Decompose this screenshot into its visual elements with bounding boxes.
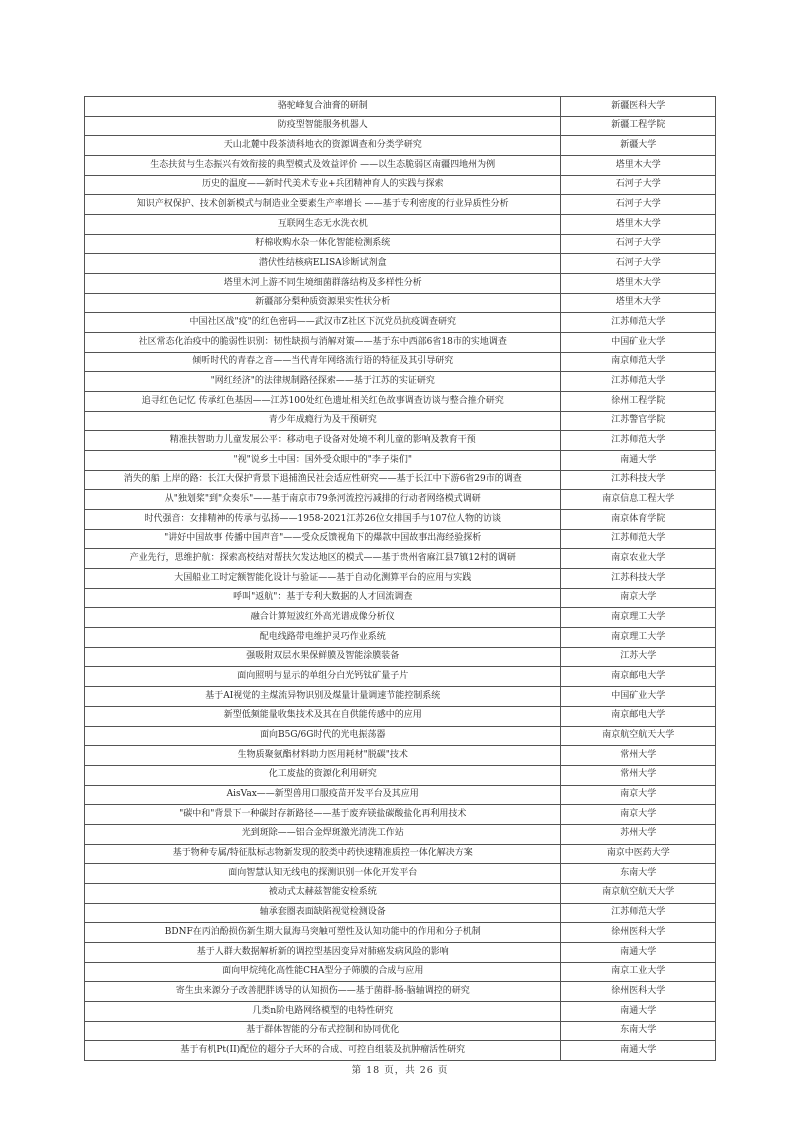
project-title: 塔里木河上游不同生境细菌群落结构及多样性分析 <box>85 274 561 294</box>
project-title: 面向B5G/6G时代的光电振荡器 <box>85 726 561 746</box>
project-title: 生态扶贫与生态振兴有效衔接的典型模式及效益评价 ——以生态脆弱区南疆四地州为例 <box>85 156 561 176</box>
university-name: 塔里木大学 <box>561 215 716 235</box>
project-title: 消失的船 上岸的路：长江大保护背景下退捕渔民社会适应性研究——基于长江中下游6省29市的调查 <box>85 470 561 490</box>
project-title: 社区常态化治疫中的脆弱性识别：韧性缺损与消解对策——基于东中西部6省18市的实地调查 <box>85 333 561 353</box>
table-row <box>85 215 716 235</box>
table-row <box>85 706 716 726</box>
project-title: "讲好中国故事 传播中国声音"——受众反馈视角下的爆款中国故事出海经验探析 <box>85 529 561 549</box>
project-title: 从"独划桨"到"众奏乐"——基于南京市79条河流控污减排的行动者网络模式调研 <box>85 490 561 510</box>
project-title: 追寻红色记忆 传承红色基因——江苏100处红色遗址相关红色故事调查访谈与整合推介研究 <box>85 392 561 412</box>
table-row <box>85 765 716 785</box>
project-table <box>84 96 716 1061</box>
table-row <box>85 824 716 844</box>
table-row <box>85 352 716 372</box>
university-name: 南京理工大学 <box>561 608 716 628</box>
project-title: BDNF在丙泊酚损伤新生期大鼠海马突触可塑性及认知功能中的作用和分子机制 <box>85 923 561 943</box>
table-row <box>85 805 716 825</box>
university-name: 南京大学 <box>561 805 716 825</box>
project-title: 基于AI视觉的主煤流异物识别及煤量计量调速节能控制系统 <box>85 687 561 707</box>
table-row <box>85 470 716 490</box>
university-name: 南京理工大学 <box>561 628 716 648</box>
table-row <box>85 97 716 117</box>
university-name: 新疆大学 <box>561 136 716 156</box>
university-name: 新疆医科大学 <box>561 97 716 117</box>
project-title: 籽棉收购水杂一体化智能检测系统 <box>85 234 561 254</box>
project-title: 轴承套圈表面缺陷视觉检测设备 <box>85 903 561 923</box>
table-row <box>85 274 716 294</box>
table-row <box>85 411 716 431</box>
university-name: 南京航空航天大学 <box>561 726 716 746</box>
university-name: 南京航空航天大学 <box>561 883 716 903</box>
table-row <box>85 569 716 589</box>
project-title: 天山北麓中段茶渍科地衣的资源调查和分类学研究 <box>85 136 561 156</box>
table-row <box>85 1041 716 1061</box>
project-title: 骆驼峰复合油膏的研制 <box>85 97 561 117</box>
table-row <box>85 451 716 471</box>
university-name: 南京农业大学 <box>561 549 716 569</box>
project-title: 基于物种专属/特征肽标志物新发现的胶类中药快速精准质控一体化解决方案 <box>85 844 561 864</box>
university-name: 塔里木大学 <box>561 156 716 176</box>
university-name: 南通大学 <box>561 942 716 962</box>
table-row <box>85 687 716 707</box>
table-row <box>85 136 716 156</box>
page-footer <box>0 1062 800 1076</box>
project-title: 产业先行，思维护航：探索高校结对帮扶欠发达地区的模式——基于贵州省麻江县7镇12村的调研 <box>85 549 561 569</box>
table-row <box>85 490 716 510</box>
project-title: 精准扶智助力儿童发展公平：移动电子设备对处境不利儿童的影响及教育干预 <box>85 431 561 451</box>
table-row <box>85 844 716 864</box>
university-name: 南京工业大学 <box>561 962 716 982</box>
project-title: 强吸附双层水果保鲜膜及智能涂膜装备 <box>85 647 561 667</box>
university-name: 南京邮电大学 <box>561 667 716 687</box>
university-name: 新疆工程学院 <box>561 116 716 136</box>
table-row <box>85 392 716 412</box>
university-name: 江苏师范大学 <box>561 313 716 333</box>
university-name: 徐州医科大学 <box>561 982 716 1002</box>
table-row <box>85 313 716 333</box>
university-name: 石河子大学 <box>561 254 716 274</box>
project-title: 配电线路带电维护灵巧作业系统 <box>85 628 561 648</box>
project-title: 时代强音：女排精神的传承与弘扬——1958-2021江苏26位女排国手与107位人物的访谈 <box>85 510 561 530</box>
project-title: 面向甲烷纯化高性能CHA型分子筛膜的合成与应用 <box>85 962 561 982</box>
project-title: 新型低频能量收集技术及其在自供能传感中的应用 <box>85 706 561 726</box>
table-row <box>85 942 716 962</box>
table-row <box>85 175 716 195</box>
university-name: 石河子大学 <box>561 175 716 195</box>
university-name: 江苏警官学院 <box>561 411 716 431</box>
table-row <box>85 883 716 903</box>
table-row <box>85 333 716 353</box>
project-title: 青少年成瘾行为及干预研究 <box>85 411 561 431</box>
university-name: 南通大学 <box>561 451 716 471</box>
project-title: 互联网生态无水洗衣机 <box>85 215 561 235</box>
university-name: 南通大学 <box>561 1041 716 1061</box>
project-title: 融合计算短波红外高光谱成像分析仪 <box>85 608 561 628</box>
project-title: "视"说乡土中国：国外受众眼中的"李子柒们" <box>85 451 561 471</box>
project-title: 光到斑除——铝合金焊斑激光清洗工作站 <box>85 824 561 844</box>
project-title: 大国船业工时定额智能化设计与验证——基于自动化测算平台的应用与实践 <box>85 569 561 589</box>
project-table-body <box>85 97 716 1061</box>
table-row <box>85 726 716 746</box>
table-row <box>85 647 716 667</box>
university-name: 江苏科技大学 <box>561 470 716 490</box>
university-name: 江苏科技大学 <box>561 569 716 589</box>
university-name: 中国矿业大学 <box>561 333 716 353</box>
university-name: 南京中医药大学 <box>561 844 716 864</box>
project-title: 被动式太赫兹智能安检系统 <box>85 883 561 903</box>
table-row <box>85 746 716 766</box>
table-row <box>85 549 716 569</box>
project-title: 新疆部分梨种质资源果实性状分析 <box>85 293 561 313</box>
project-title: 历史的温度——新时代美术专业+兵团精神育人的实践与探索 <box>85 175 561 195</box>
project-title: 中国社区战"疫"的红色密码——武汉市Z社区下沉党员抗疫调查研究 <box>85 313 561 333</box>
university-name: 石河子大学 <box>561 234 716 254</box>
project-title: 寄生虫来源分子改善肥胖诱导的认知损伤——基于菌群-肠-脑轴调控的研究 <box>85 982 561 1002</box>
university-name: 南京大学 <box>561 588 716 608</box>
university-name: 徐州工程学院 <box>561 392 716 412</box>
project-title: 几类n阶电路网络模型的电特性研究 <box>85 1001 561 1021</box>
project-title: 基于人群大数据解析新的调控型基因变异对肺癌发病风险的影响 <box>85 942 561 962</box>
table-row <box>85 254 716 274</box>
table-row <box>85 234 716 254</box>
table-row <box>85 923 716 943</box>
table-row <box>85 667 716 687</box>
university-name: 江苏师范大学 <box>561 903 716 923</box>
table-row <box>85 195 716 215</box>
project-title: 呼叫"返航"：基于专利大数据的人才回流调查 <box>85 588 561 608</box>
project-title: AisVax——新型兽用口服疫苗开发平台及其应用 <box>85 785 561 805</box>
table-row <box>85 785 716 805</box>
university-name: 塔里木大学 <box>561 274 716 294</box>
university-name: 石河子大学 <box>561 195 716 215</box>
table-row <box>85 962 716 982</box>
page-number-text: 第 18 页，共 26 页 <box>351 1065 449 1076</box>
table-row <box>85 156 716 176</box>
university-name: 南通大学 <box>561 1001 716 1021</box>
project-title: 基于有机Pt(II)配位的超分子大环的合成、可控自组装及抗肿瘤活性研究 <box>85 1041 561 1061</box>
table-row <box>85 903 716 923</box>
university-name: 南京体育学院 <box>561 510 716 530</box>
table-row <box>85 628 716 648</box>
project-title: 知识产权保护、技术创新模式与制造业全要素生产率增长 ——基于专利密度的行业异质性分析 <box>85 195 561 215</box>
university-name: 南京师范大学 <box>561 352 716 372</box>
university-name: 江苏师范大学 <box>561 529 716 549</box>
table-row <box>85 608 716 628</box>
university-name: 常州大学 <box>561 746 716 766</box>
university-name: 东南大学 <box>561 1021 716 1041</box>
project-title: 基于群体智能的分布式控制和协同优化 <box>85 1021 561 1041</box>
project-title: 化工废盐的资源化利用研究 <box>85 765 561 785</box>
university-name: 常州大学 <box>561 765 716 785</box>
table-row <box>85 116 716 136</box>
table-row <box>85 431 716 451</box>
university-name: 东南大学 <box>561 864 716 884</box>
university-name: 塔里木大学 <box>561 293 716 313</box>
project-title: "网红经济"的法律规制路径探索——基于江苏的实证研究 <box>85 372 561 392</box>
university-name: 南京大学 <box>561 785 716 805</box>
table-row <box>85 588 716 608</box>
university-name: 江苏师范大学 <box>561 372 716 392</box>
table-row <box>85 293 716 313</box>
project-title: 防疫型智能服务机器人 <box>85 116 561 136</box>
university-name: 中国矿业大学 <box>561 687 716 707</box>
table-row <box>85 372 716 392</box>
table-row <box>85 529 716 549</box>
project-title: 生物质聚氨酯材料助力医用耗材"脱碳"技术 <box>85 746 561 766</box>
university-name: 江苏师范大学 <box>561 431 716 451</box>
project-title: 倾听时代的青春之音——当代青年网络流行语的特征及其引导研究 <box>85 352 561 372</box>
project-title: 面向智慧认知无线电的探测识别一体化开发平台 <box>85 864 561 884</box>
table-row <box>85 1001 716 1021</box>
project-title: 面向照明与显示的单组分白光钙钛矿量子片 <box>85 667 561 687</box>
university-name: 南京邮电大学 <box>561 706 716 726</box>
table-row <box>85 510 716 530</box>
table-row <box>85 982 716 1002</box>
table-row <box>85 1021 716 1041</box>
university-name: 南京信息工程大学 <box>561 490 716 510</box>
project-title: 潜伏性结核病ELISA诊断试剂盒 <box>85 254 561 274</box>
university-name: 徐州医科大学 <box>561 923 716 943</box>
university-name: 苏州大学 <box>561 824 716 844</box>
university-name: 江苏大学 <box>561 647 716 667</box>
table-row <box>85 864 716 884</box>
project-title: "碳中和"背景下一种碳封存新路径——基于废弃镁盐碳酸盐化再利用技术 <box>85 805 561 825</box>
